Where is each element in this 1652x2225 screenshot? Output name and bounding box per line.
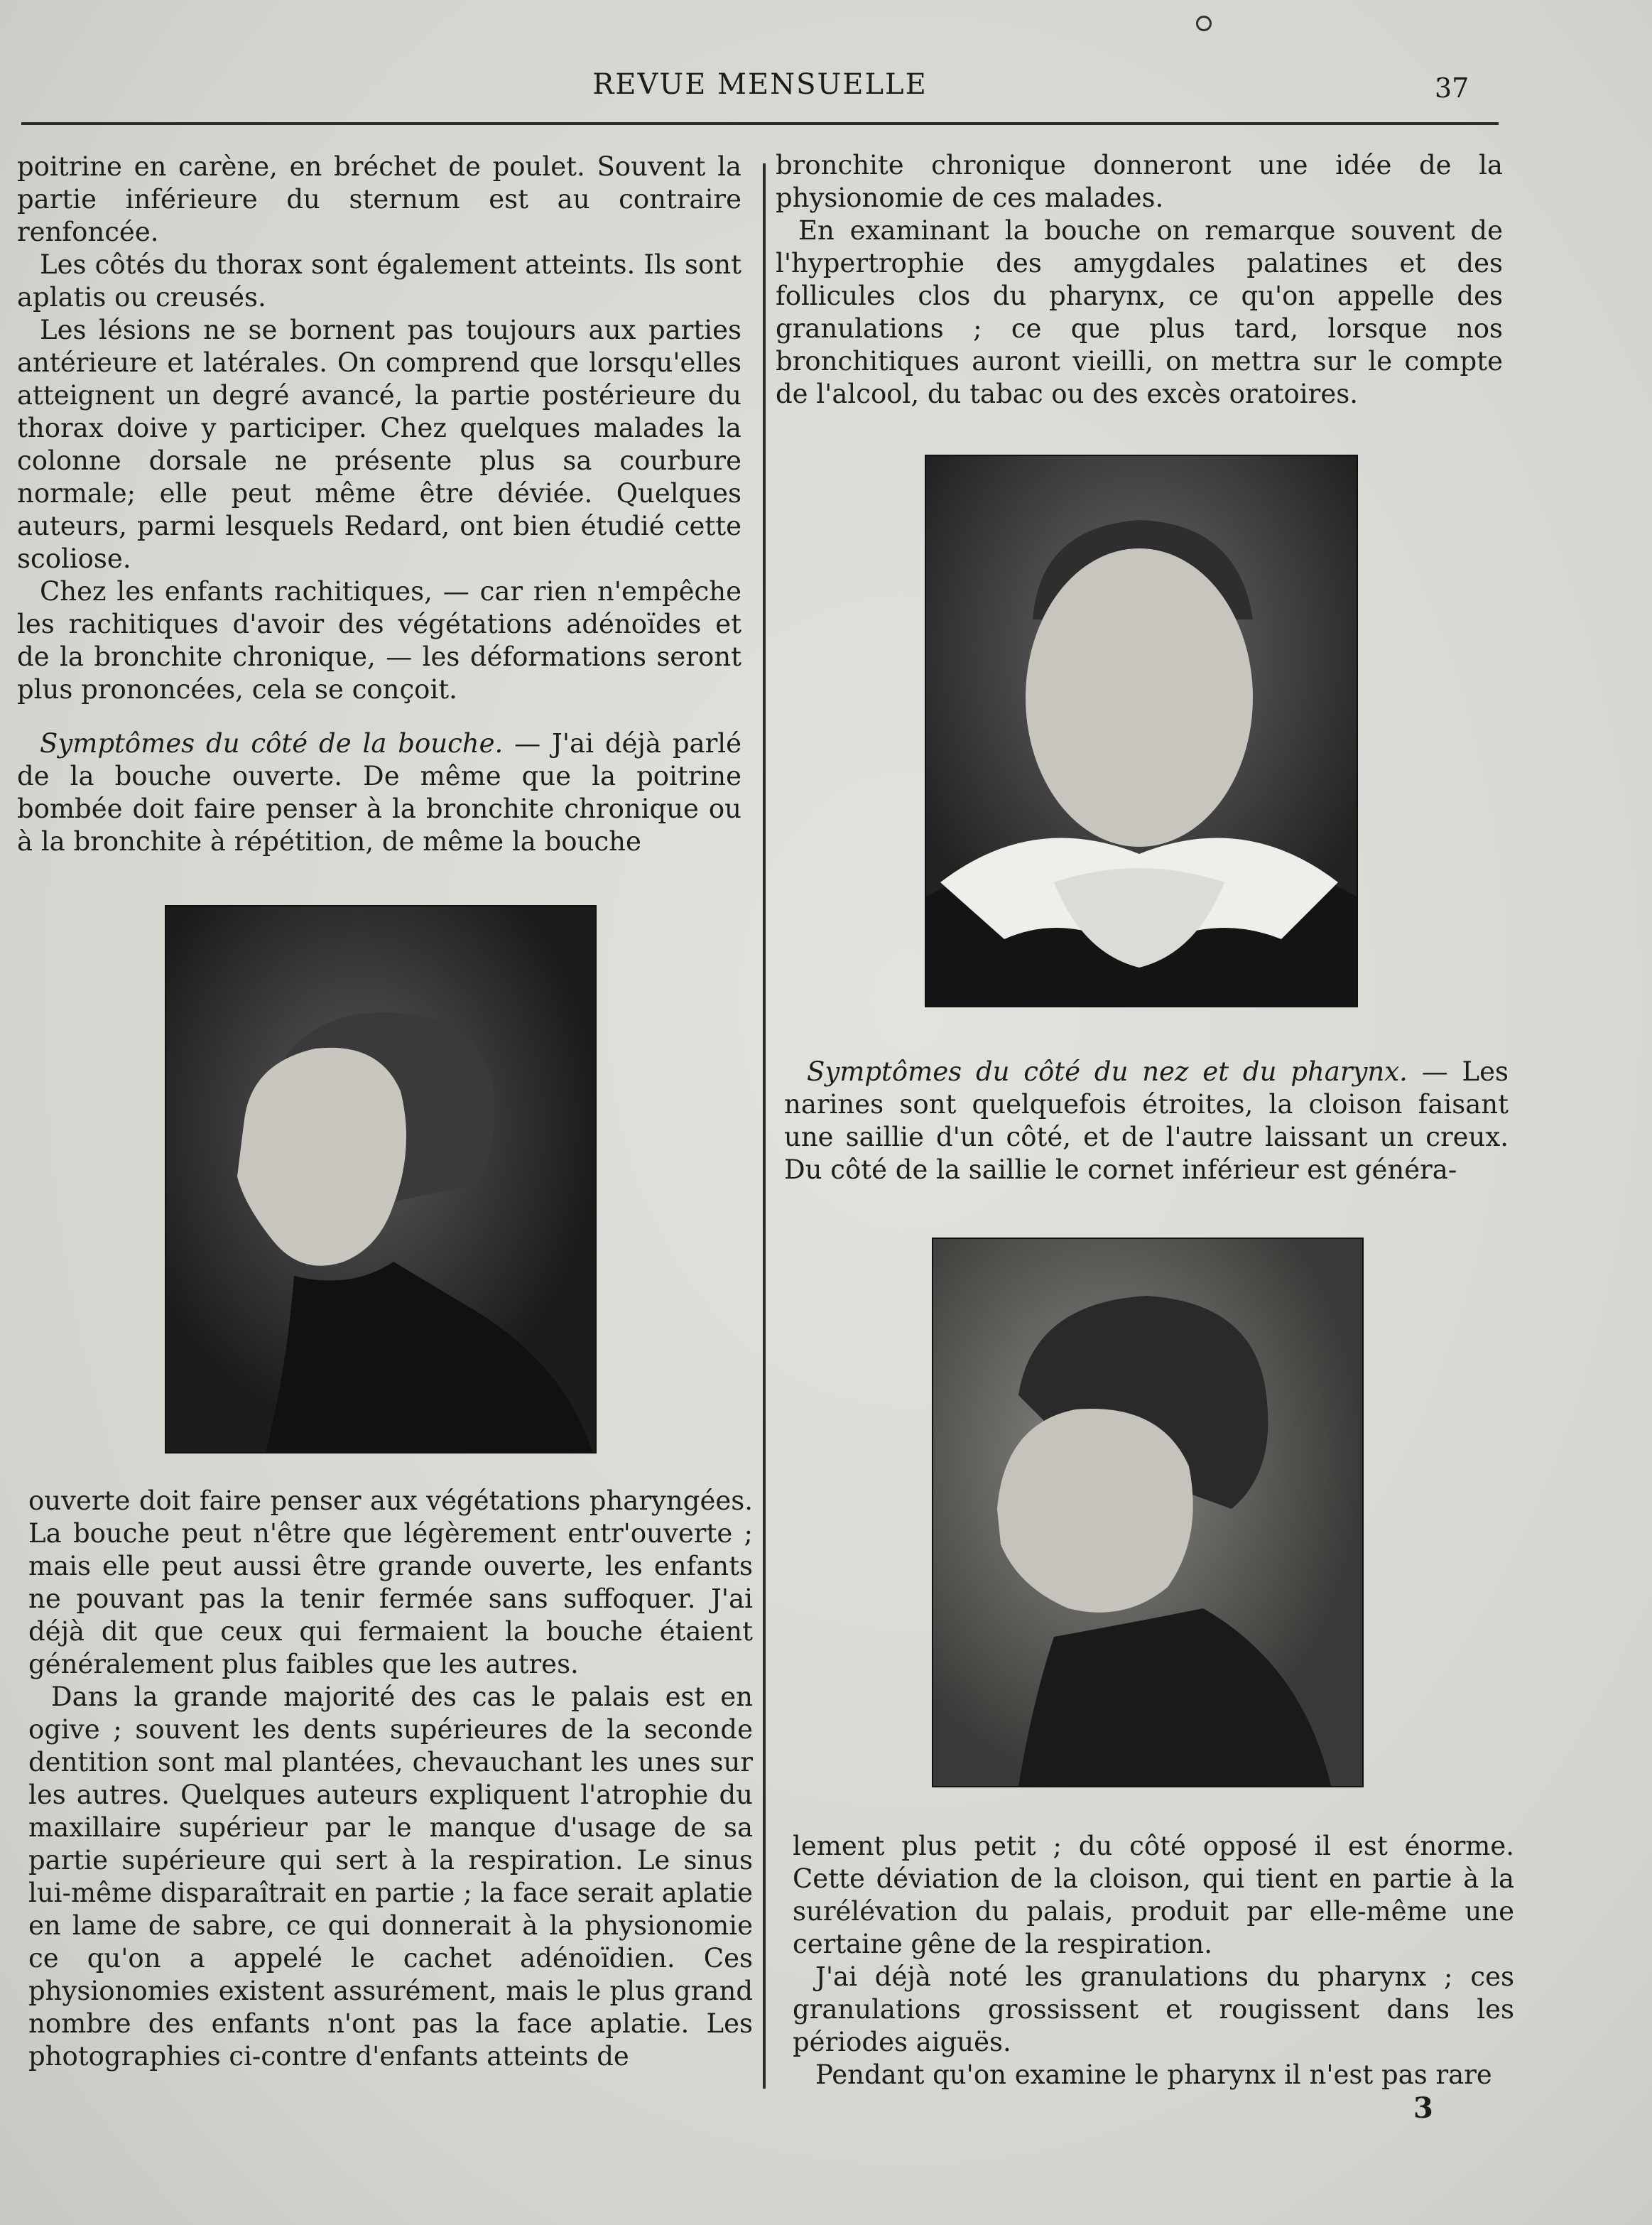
right-text-block-2: [784, 1056, 1509, 1186]
paragraph: Dans la grande majorité des cas le palais est en ogive ; souvent les dents supérieures de la seconde dentition sont mal plantées, chevauchant les unes sur les autres. Quelques auteurs expliquent l'atrophie du maxillaire supérieur par le manque d'usage de sa partie supérieure qui sert à la respiration. Le sinus lui-même disparaîtrait en partie ; la face serait aplatie en lame de sabre, ce qui donnerait à la physionomie ce qu'on a appelé le cachet adénoïdien. Ces physionomies existent assurément, mais le plus grand nombre des enfants n'ont pas la face aplatie. Les photographies ci-contre d'enfants atteints de: [28, 1682, 753, 2072]
left-text-block-3: [28, 1485, 753, 2073]
right-text-block-1: [776, 149, 1503, 411]
paragraph: Les côtés du thorax sont également atteints. Ils sont aplatis ou creusés.: [17, 249, 741, 313]
paragraph: Les lésions ne se bornent pas toujours aux parties antérieure et latérales. On comprend que lorsqu'elles atteignent un degré avancé, la partie postérieure du thorax doive y participer. Chez quelques malades la colonne dorsale ne présente plus sa courbure normale; elle peut même être déviée. Quelques auteurs, parmi lesquels Redard, ont bien étudié cette scoliose.: [17, 315, 741, 574]
photo-boy-front: [925, 455, 1358, 1007]
right-text-block-3: [793, 1830, 1514, 2091]
paragraph: Pendant qu'on examine le pharynx il n'est pas rare: [815, 2059, 1492, 2090]
paragraph: — Les narines sont quelquefois étroites, la cloison faisant une saillie d'un côté, et de l'autre laissant un creux. Du côté de la saillie le cornet inférieur est généra-: [784, 1056, 1509, 1185]
paragraph: ouverte doit faire penser aux végétations pharyngées. La bouche peut n'être que légèrement entr'ouverte ; mais elle peut aussi être grande ouverte, les enfants ne pouvant pas la tenir fermée sans suffoquer. J'ai déjà dit que ceux qui fermaient la bouche étaient généralement plus faibles que les autres.: [28, 1485, 753, 1679]
column-rule: [763, 163, 766, 2089]
paragraph: En examinant la bouche on remarque souvent de l'hypertrophie des amygdales palatines et des follicules clos du pharynx, ce qu'on appelle des granulations ; ce que plus tard, lorsque nos bronchitiques auront vieilli, on mettra sur le compte de l'alcool, du tabac ou des excès oratoires.: [776, 215, 1503, 409]
left-text-block-2: [17, 727, 741, 858]
paragraph: Chez les enfants rachitiques, — car rien n'empêche les rachitiques d'avoir des végétations adénoïdes et de la bronchite chronique, — les déformations seront plus prononcées, cela se conçoit.: [17, 576, 741, 705]
photo-girl-profile: [165, 905, 597, 1453]
section-heading-mouth: Symptômes du côté de la bouche.: [40, 728, 504, 759]
left-text-block-1: [17, 151, 741, 706]
paragraph: — J'ai déjà parlé de la bouche ouverte. De même que la poitrine bombée doit faire penser à la bronchite chronique ou à la bronchite à répétition, de même la bouche: [17, 728, 741, 857]
photo-curly-boy-profile: [932, 1238, 1364, 1787]
paragraph: bronchite chronique donneront une idée de la physionomie de ces malades.: [776, 150, 1503, 213]
paragraph: J'ai déjà noté les granulations du pharynx ; ces granulations grossissent et rougissent dans les périodes aiguës.: [793, 1961, 1514, 2057]
signature-number: 3: [1413, 2091, 1433, 2125]
header-rule: [21, 122, 1499, 125]
printer-mark: [1196, 16, 1212, 31]
paragraph: poitrine en carène, en bréchet de poulet. Souvent la partie inférieure du sternum est au contraire renfoncée.: [17, 151, 741, 247]
paragraph: lement plus petit ; du côté opposé il est énorme. Cette déviation de la cloison, qui tient en partie à la surélévation du palais, produit par elle-même une certaine gêne de la respiration.: [793, 1831, 1514, 1959]
page-number: 37: [1435, 72, 1469, 104]
section-heading-nose: Symptômes du côté du nez et du pharynx.: [807, 1056, 1408, 1087]
running-header-title: REVUE MENSUELLE: [592, 68, 928, 101]
